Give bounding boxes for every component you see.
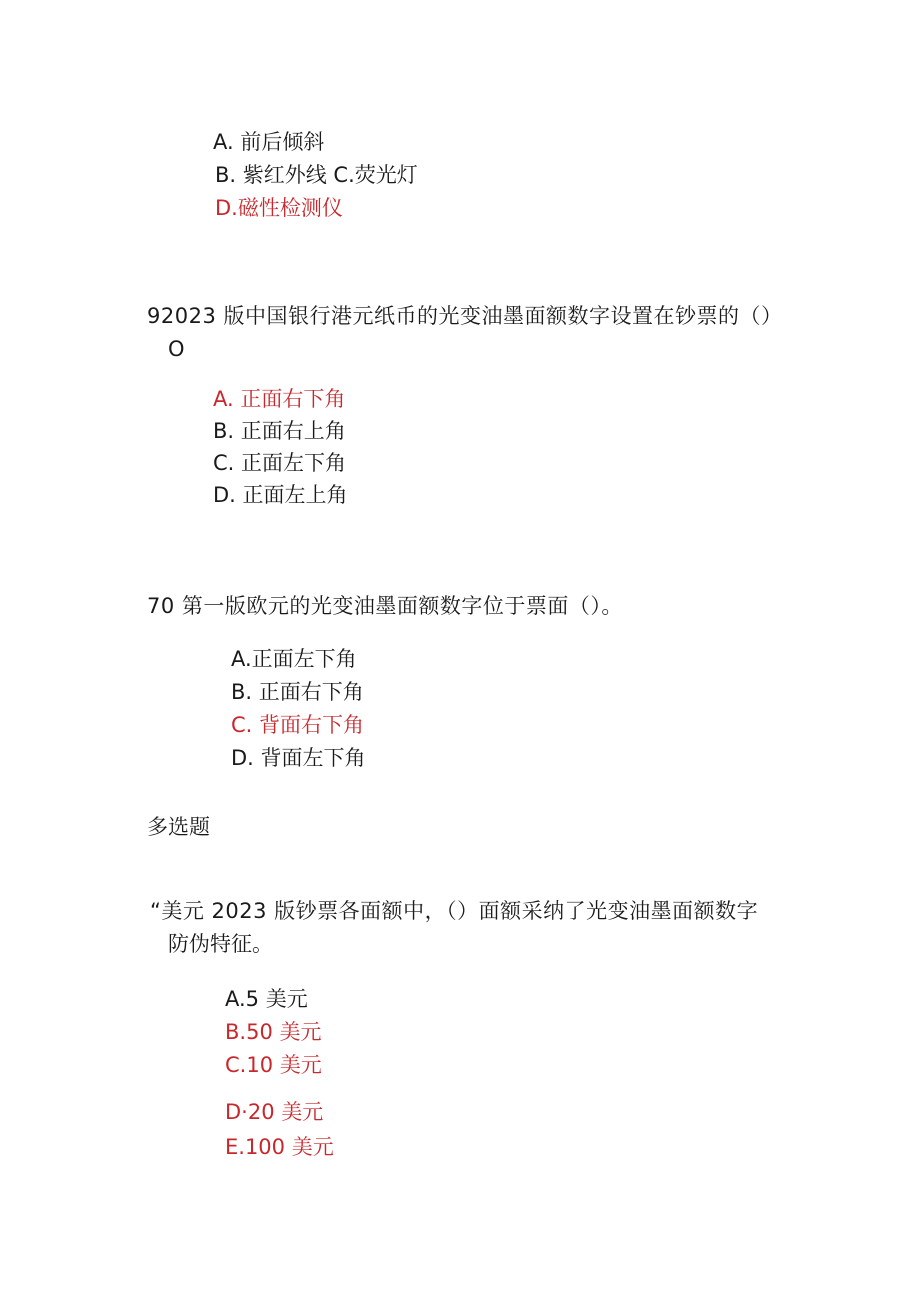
q2-option-d: D. 正面左上角: [213, 483, 348, 507]
q3-option-b: B. 正面右下角: [231, 680, 364, 704]
q4-text-line1: “美元 2023 版钞票各面额中，（）面额采纳了光变油墨面额数字: [150, 899, 759, 923]
q1-option-b-c: B. 紫红外线 C.荧光灯: [215, 163, 418, 187]
q3-option-a: A.正面左下角: [231, 647, 357, 671]
q4-option-e: E.100 美元: [225, 1135, 334, 1159]
q4-option-c: C.10 美元: [225, 1053, 322, 1077]
q4-option-d: D·20 美元: [225, 1100, 324, 1124]
q4-text-line2: 防伪特征。: [168, 932, 273, 956]
q2-text-line1: 92023 版中国银行港元纸币的光变油墨面额数字设置在钞票的（）: [147, 304, 783, 328]
q2-option-a: A. 正面右下角: [213, 387, 346, 411]
q4-option-a: A.5 美元: [225, 987, 308, 1011]
q2-text-line2: O: [168, 337, 185, 361]
q1-option-d: D.磁性检测仪: [215, 196, 343, 220]
q2-option-c: C. 正面左下角: [213, 451, 347, 475]
q3-text: 70 第一版欧元的光变油墨面额数字位于票面（）。: [147, 594, 623, 618]
q4-option-b: B.50 美元: [225, 1020, 322, 1044]
section-heading-multiple-choice: 多选题: [147, 815, 210, 839]
q2-option-b: B. 正面右上角: [213, 419, 346, 443]
q3-option-d: D. 背面左下角: [231, 746, 366, 770]
q1-option-a: A. 前后倾斜: [213, 130, 325, 154]
q3-option-c: C. 背面右下角: [231, 713, 365, 737]
